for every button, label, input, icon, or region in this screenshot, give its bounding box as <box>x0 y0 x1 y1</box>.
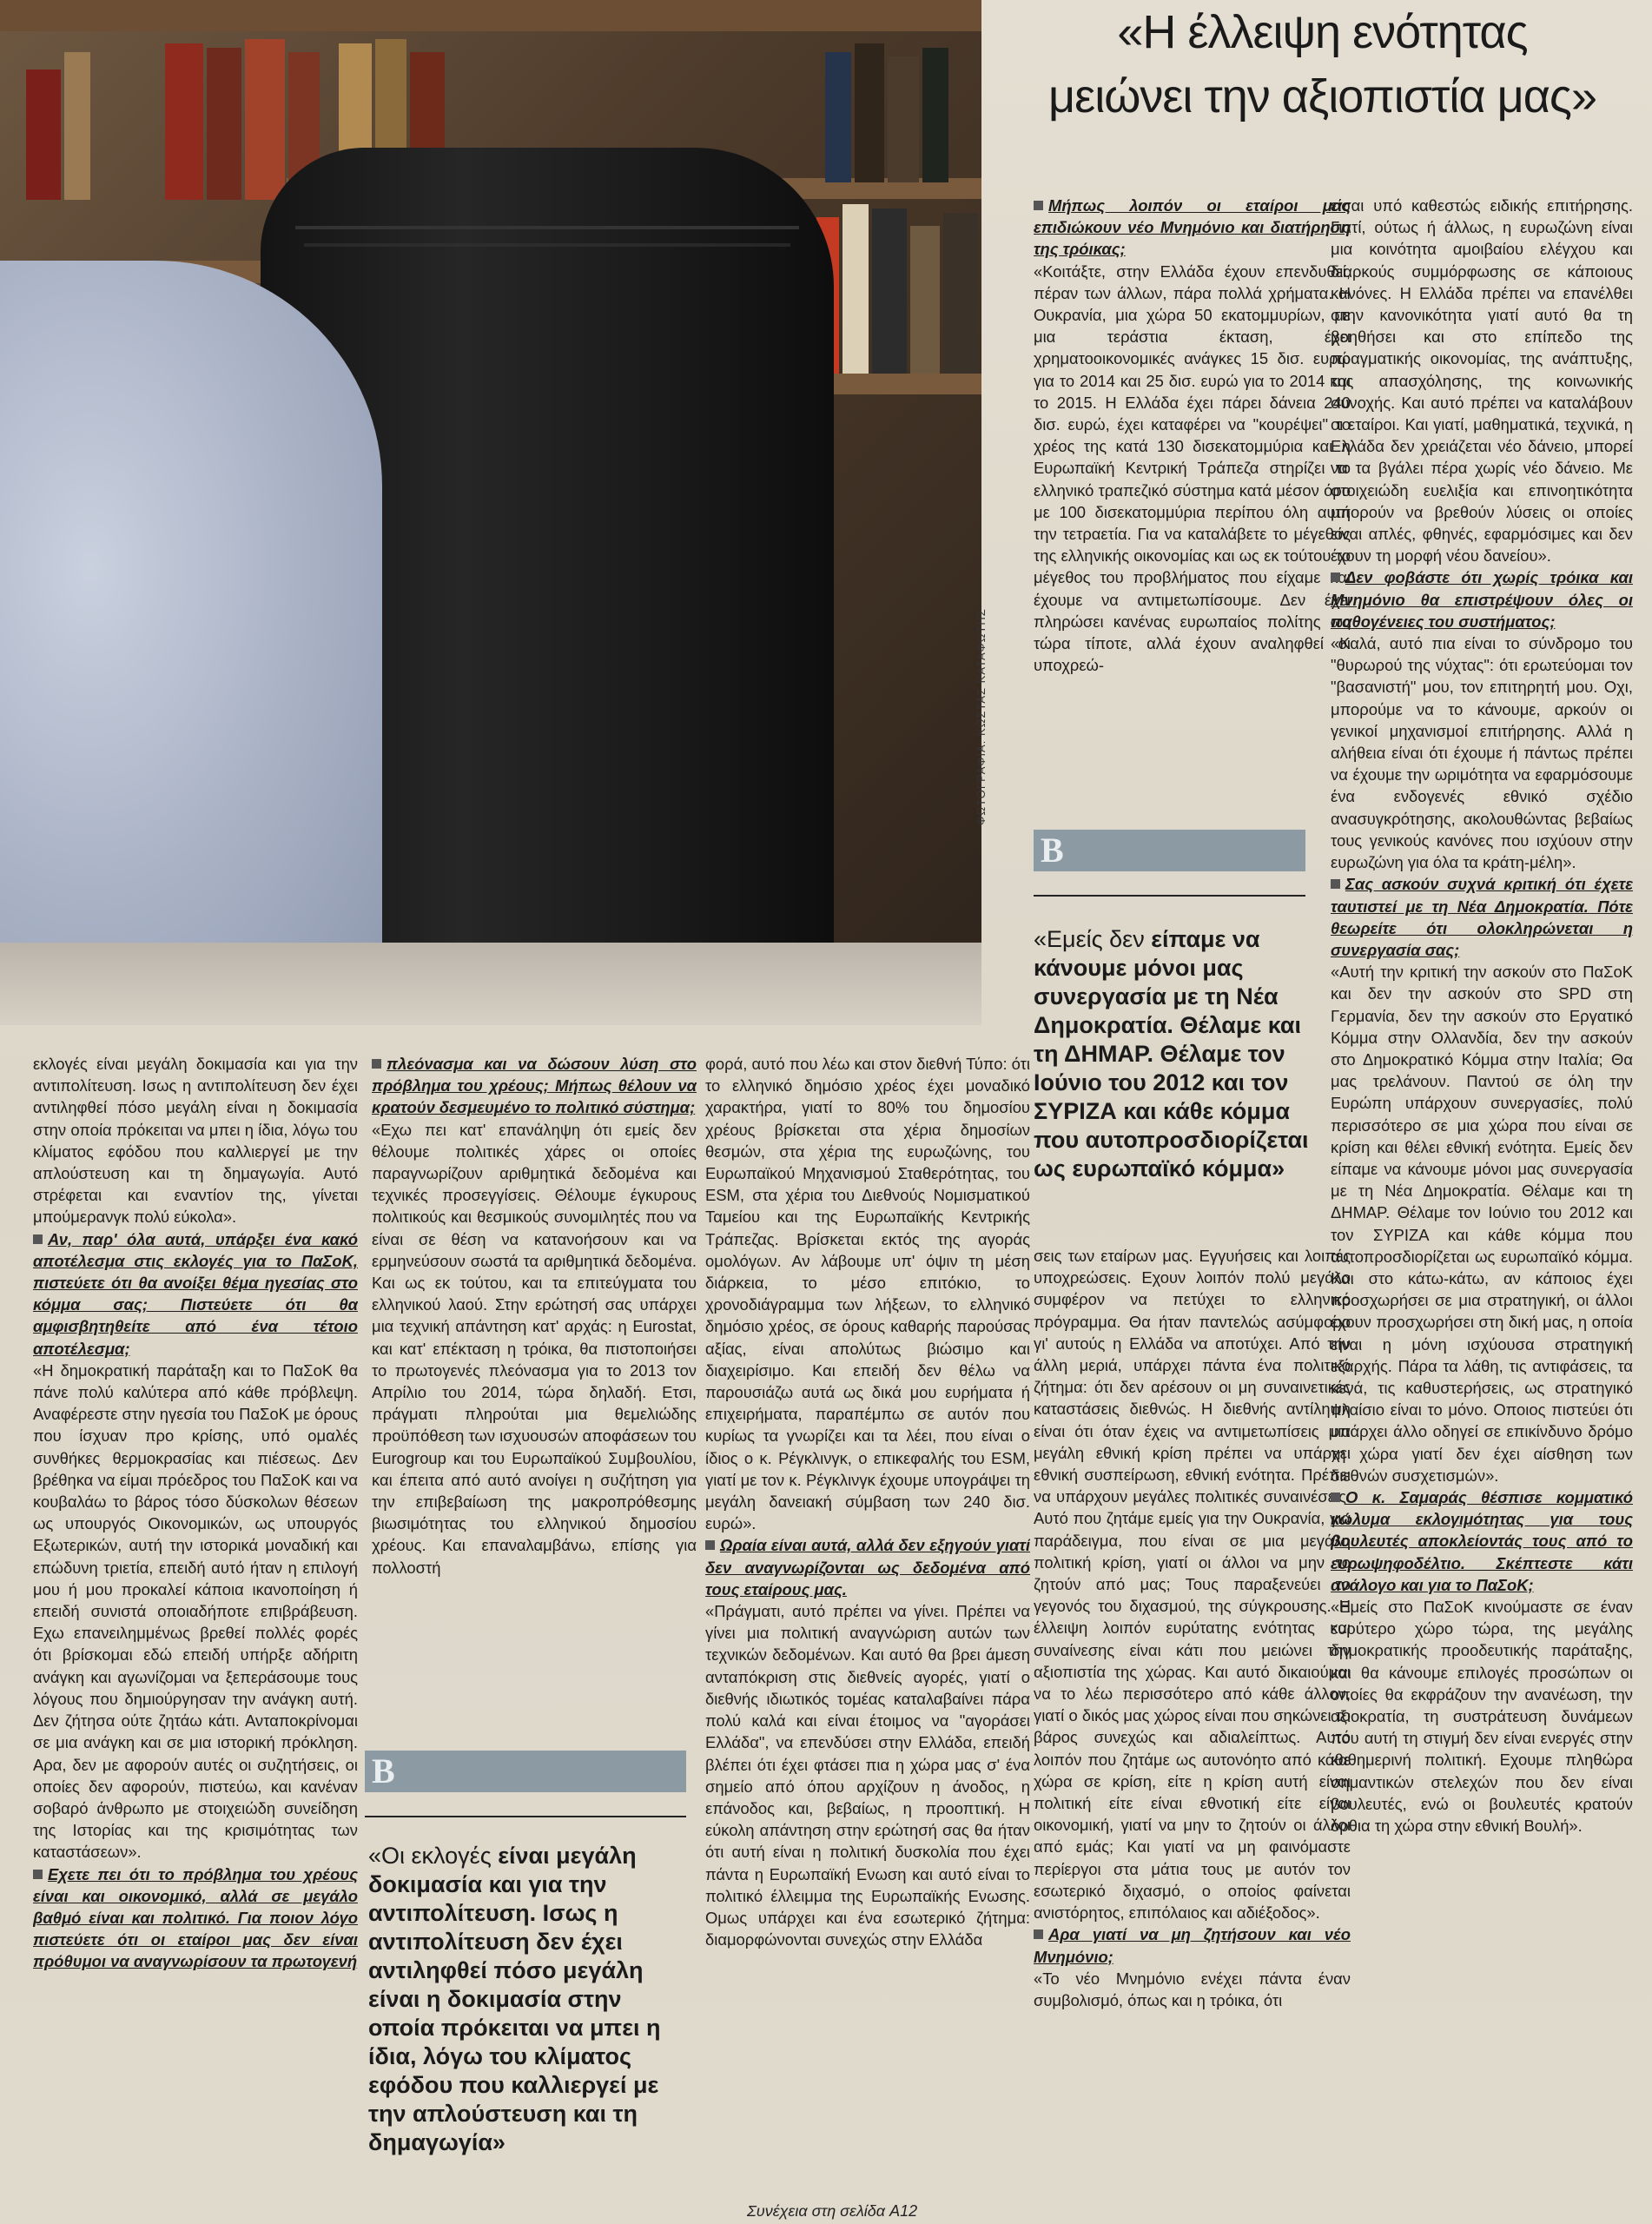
interview-question: πλεόνασμα και να δώσουν λύση στο πρόβλημα του χρέους; Μήπως θέλουν να κρατούν δεσμευμένο το πολιτικό σύστημα; <box>372 1053 697 1119</box>
photo-credit: ΦΩΤΟΓΡΑΦΙΑ: ΚΩΣΤΑΣ ΚΑΤΑΦΩΤΗΣ <box>975 608 988 825</box>
interview-question: Σας ασκούν συχνά κριτική ότι έχετε ταυτιστεί με τη Νέα Δημοκρατία. Πότε θεωρείτε ότι ολοκληρώνεται η συνεργασία σας; <box>1331 873 1633 961</box>
interview-question: Αρα γιατί να μη ζητήσουν και νέο Μνημόνιο; <box>1034 1923 1351 1967</box>
pull-quote-2-rule <box>365 1816 686 1817</box>
interview-answer: «Καλά, αυτό πια είναι το σύνδρομο του "θυρωρού της νύχτας": ότι ερωτεύομαι τον "βασανιστή" μου, τον επιτηρητή μου. Οχι, μπορούμε να το κάνουμε, αρκούν οι γενικοί μηχανισμοί επιτήρησης. Αλλά η αλήθεια είναι ότι έχουμε ή πάντως πρέπει να έχουμε την ωριμότητα να εφαρμόσουμε ένα ενδογενές εθνικό σχέδιο ανασυγκρότησης, ακολουθώντας βεβαίως τους γενικούς κανόνες που ισχύουν στην ευρωζώνη για όλα τα κράτη-μέλη». <box>1331 634 1633 872</box>
interview-question: Ωραία είναι αυτά, αλλά δεν εξηγούν γιατί δεν αναγνωρίζονται ως δεδομένα από τους εταίρους μας. <box>705 1534 1030 1600</box>
text-column-5 <box>1331 195 1633 2224</box>
interview-question: Εχετε πει ότι το πρόβλημα του χρέους είναι και οικονομικό, αλλά σε μεγάλο βαθμό είναι και πολιτικό. Για ποιον λόγο πιστεύετε ότι οι εταίροι μας δεν είναι πρόθυμοι να αναγνωρίσουν τα πρωτογενή <box>33 1863 358 1973</box>
pull-quote-1-rule <box>1034 895 1305 897</box>
interview-question: Αν, παρ' όλα αυτά, υπάρξει ένα κακό αποτέλεσμα στις εκλογές για το ΠαΣοΚ, πιστεύετε ότι θα ανοίξει θέμα ηγεσίας στο κόμμα σας; Πιστεύετε ότι θα αμφισβητηθείτε από ένα τέτοιο αποτέλεσμα; <box>33 1228 358 1360</box>
pull-quote-2-text: είναι μεγάλη δοκιμασία και για την αντιπολίτευση. Ισως η αντιπολίτευση δεν έχει αντιληφθεί πόσο μεγάλη είναι η δοκιμασία στην οποία πρόκειται να μπει η ίδια, λόγω του κλίματος εφόδου που καλλιεργεί με την απλούστευση και τη δημαγωγία» <box>368 1843 661 2155</box>
text-column-4-bottom <box>1034 1245 1351 2224</box>
desk <box>0 943 981 1025</box>
interview-question: Μήπως λοιπόν οι εταίροι μας επιδιώκουν νέο Μνημόνιο και διατήρηση της τρόικας; <box>1034 195 1351 261</box>
headline-line-2: μειώνει την αξιοπιστία μας» <box>1048 70 1596 122</box>
text-column-3 <box>705 1053 1030 2200</box>
interview-answer: «Το νέο Μνημόνιο ενέχει πάντα έναν συμβολισμό, όπως και η τρόικα, ότι <box>1034 1969 1351 2009</box>
pull-quote-1 <box>1034 925 1312 1183</box>
text-column-4-top <box>1034 195 1351 818</box>
interview-answer: «Η δημοκρατική παράταξη και το ΠαΣοΚ θα πάνε πολύ καλύτερα από κάθε πρόβλεψη. Αναφέρεστε στην ηγεσία του ΠαΣοΚ με όρους που ίσχυαν προ κρίσης, υπό ομαλές συνθήκες θερμοκρασίας και πιέσεως. Δεν βρέθηκα να είμαι πρόεδρος του ΠαΣοΚ και να κουβαλάω το βάρος τόσο δύσκολων θέσεων ως υπουργός Οικονομικών, ως υπουργός Εξωτερικών, αυτή την ιστορικά μοναδική και επώδυνη τριετία, επειδή αυτό ήταν η επιλογή μου ή μου προκαλεί κάποια ικανοποίηση ή επειδή συνιστά οποιαδήποτε επιβράβευση. Εχω επανειλημμένως βρεθεί πολλές φορές ότι βρίσκομαι εδώ επειδή υπήρξε αδήριτη ανάγκη και αγωνίζομαι να ξεπεράσουμε τους λόγους που δημιούργησαν την ανάγκη αυτή. Δεν ζήτησα ούτε ζητάω κάτι. Ανταποκρίνομαι σε μια ανάγκη και σε μια ιστορική πρόκληση. Αρα, δεν με αφορούν αυτές οι συζητήσεις, οι οποίες δεν αφορούν, πιστεύω, και κανέναν σοβαρό άνθρωπο με στοιχειώδη συνείδηση της Ιστορίας και της κρισιμότητας των καταστάσεων». <box>33 1360 358 1862</box>
pull-quote-2-badge: B <box>372 1751 395 1790</box>
interview-question: Δεν φοβάστε ότι χωρίς τρόικα και Μνημόνιο θα επιστρέψουν όλες οι παθογένειες του συστήματος; <box>1331 566 1633 632</box>
interviewee-shirt <box>0 261 382 1025</box>
headline-line-1: «Η έλλειψη ενότητας <box>1117 6 1528 58</box>
pull-quote-2-bar <box>365 1751 686 1792</box>
pull-quote-2-lead: «Οι εκλογές <box>368 1843 492 1869</box>
interview-answer: σεις των εταίρων μας. Εγγυήσεις και λοιπές υποχρεώσεις. Εχουν λοιπόν πολύ μεγάλο συμφέρον να πετύχει το ελληνικό πρόγραμμα. Θα ήταν παντελώς ασύμφορο γι' αυτούς η Ελλάδα να αποτύχει. Από την άλλη μεριά, υπάρχει πάντα ένα πολιτικό ζήτημα: ότι δεν αρέσουν οι μη συναινετικές καταστάσεις διεθνώς. Η διεθνής αντίληψη είναι ότι όταν έχεις να αντιμετωπίσεις μια μεγάλη εθνική κρίση πρέπει να υπάρχει εθνική συσπείρωση, εθνική ενότητα. Πρέπει να υπάρχουν μεγάλες πολιτικές συναινέσεις. Αυτό που ζητάμε εμείς για την Ουκρανία, για παράδειγμα, που είναι σε μια μεγάλη πολιτική κρίση, γιατί οι άλλοι να μην το ζητούν από μας; Τους παραξενεύει το γεγονός του διχασμού, της σύγκρουσης. Η έλλειψη λοιπόν ευρύτατης ενότητας και συναίνεσης είναι κάτι που μειώνει την αξιοπιστία της χώρας. Και αυτό δικαιούμαι να το λέω περισσότερο από κάθε άλλον, γιατί ο δικός μας χώρος είναι που σηκώνει το βάρος συνεχώς και αδιαλείπτως. Αυτό λοιπόν που ζητάμε ως αυτονόητο από κάθε χώρα σε κρίση, είτε η κρίση αυτή είναι πολιτική είτε είναι εθνοτική είτε είναι οικονομική, γιατί να μην το ζητούν οι άλλοι από εμάς; Και γιατί να μη φαινόμαστε περίεργοι στα μάτια τους με αυτόν τον εσωτερικό διχασμό, ο οποίος φαίνεται ανιστόρητος, επιπόλαιος και αδιέξοδος». <box>1034 1247 1351 1923</box>
pull-quote-1-badge: B <box>1041 831 1064 870</box>
pull-quote-2 <box>368 1842 691 2157</box>
pull-quote-1-text: είπαμε να κάνουμε μόνοι μας συνεργασία με τη Νέα Δημοκρατία. Θέλαμε και τη ΔΗΜΑΡ. Θέλαμε τον Ιούνιο του 2012 και τον ΣΥΡΙΖΑ και κάθε κόμμα που αυτοπροσδιορίζεται ως ευρωπαϊκό κόμμα» <box>1034 926 1309 1182</box>
interview-answer: «Κοιτάξτε, στην Ελλάδα έχουν επενδυθεί, πέραν των άλλων, πάρα πολλά χρήματα. Η Ουκρανία, μια χώρα 50 εκατομμυρίων, με μια τεράστια έκταση, έχει χρηματοοικονομικές ανάγκες 15 δισ. ευρώ για το 2014 και 25 δισ. ευρώ για το 2014 και το 2015. Η Ελλάδα έχει πάρει δάνεια 240 δισ. ευρώ, έχει καταφέρει να "κουρέψει" το χρέος της κατά 130 δισεκατομμύρια και η Ευρωπαϊκή Κεντρική Τράπεζα στηρίζει το ελληνικό τραπεζικό σύστημα κατά μέσον όρο με 100 δισεκατομμύρια περίπου όλη αυτή την τετραετία. Για να καταλάβετε το μέγεθος της ελληνικής οικονομίας και ως εκ τούτου το μέγεθος του προβλήματος που είχαμε και έχουμε να αντιμετωπίσουμε. Δεν έχει πληρώσει κανένας ευρωπαίος πολίτης ως τώρα τίποτε, αλλά έχουν αναληφθεί οι υποχρεώ- <box>1034 261 1351 675</box>
interview-answer: φορά, αυτό που λέω και στον διεθνή Τύπο: ότι το ελληνικό δημόσιο χρέος έχει μοναδικό χαρακτήρα, γιατί το 80% του δημοσίου χρέους βρίσκεται στα χέρια δημοσίων θεσμών, στα χέρια της ευρωζώνης, του Ευρωπαϊκού Μηχανισμού Σταθερότητας, του ESM, στα χέρια του Διεθνούς Νομισματικού Ταμείου και της Ευρωπαϊκής Κεντρικής Τράπεζας. Βρίσκεται εκτός της αγοράς ομολόγων. Αν λάβουμε υπ' όψιν τη μέση διάρκεια, το μέσο επιτόκιο, το χρονοδιάγραμμα των λήξεων, το ελληνικό δημόσιο χρέος, σε όρους καθαρής παρούσας αξίας, είναι απολύτως βιώσιμο και διαχειρίσιμο. Και επειδή δεν θέλω να παρουσιάζω αυτά ως δικά μου ευρήματα ή επιχειρήματα, παραπέμπω σε αυτόν που κυρίως τα γνωρίζει και τα λέει, που είναι ο ίδιος ο κ. Ρέγκλινγκ, ο επικεφαλής του ESM, γιατί με τον κ. Ρέγκλινγκ έχουμε υπογράψει τη μεγάλη δανειακή σύμβαση των 240 δισ. ευρώ». <box>705 1055 1030 1533</box>
interview-answer: «Εμείς στο ΠαΣοΚ κινούμαστε σε έναν ευρύτερο χώρο τώρα, της μεγάλης δημοκρατικής προοδευτικής παράταξης, και θα κάνουμε επιλογές προσώπων οι οποίες θα εκφράζουν την ανανέωση, την αξιοκρατία, τη συστράτευση δυνάμεων που αυτή τη στιγμή δεν είναι ενεργές στην καθημερινή πολιτική. Εχουμε πληθώρα σημαντικών στελεχών που δεν είναι βουλευτές, ενώ οι βουλευτές κρατούν όρθια τη χώρα στην εθνική Βουλή». <box>1331 1598 1633 1836</box>
article-headline <box>999 0 1646 129</box>
pull-quote-1-bar <box>1034 830 1305 871</box>
interview-answer: εκλογές είναι μεγάλη δοκιμασία και για την αντιπολίτευση. Ισως η αντιπολίτευση δεν έχει αντιληφθεί πόσο μεγάλη είναι η δοκιμασία στην οποία πρόκειται να μπει η ίδια, λόγω του κλίματος εφόδου που καλλιεργεί με την απλούστευση και τη δημαγωγία. Αυτό στρέφεται και εναντίον της, γίνεται μπούμερανγκ πολύ εύκολα». <box>33 1055 358 1227</box>
interview-photo <box>0 0 981 1025</box>
interview-answer: «Εχω πει κατ' επανάληψη ότι εμείς δεν θέλουμε πολιτικές χάρες οι οποίες παραγνωρίζουν αριθμητικά δεδομένα και τεχνικές προσεγγίσεις. Θέλουμε έγκυρους πολιτικούς και θεσμικούς συνομιλητές που να είναι σε θέση να κατανοήσουν και να ερμηνεύσουν σωστά τα αριθμητικά δεδομένα. Και ως εκ τούτου, και τα επιτεύγματα του ελληνικού λαού. Στην ερώτησή σας υπάρχει μια τεχνική απάντηση κατ' αρχάς: η Eurostat, και κατ' επέκταση η τρόικα, θα πιστοποιήσει το πρωτογενές πλεόνασμα για το 2013 τον Απρίλιο του 2014, τώρα δηλαδή. Ετσι, πράγματι πληρούται μια θεμελιώδης προϋπόθεση των ισχυουσών αποφάσεων του Eurogroup και του Ευρωπαϊκού Συμβουλίου, και έπειτα από αυτό ανοίγει η συζήτηση για την επιβεβαίωση της μακροπρόθεσμης βιωσιμότητας του ελληνικού δημοσίου χρέους. Και επαναλαμβάνω, επίσης για πολλοστή <box>372 1120 697 1577</box>
text-column-1 <box>33 1053 358 2224</box>
interview-answer: είσαι υπό καθεστώς ειδικής επιτήρησης. Γιατί, ούτως ή άλλως, η ευρωζώνη είναι μια κοινότητα αμοιβαίου ελέγχου και διαρκούς συμμόρφωσης σε κάποιους κανόνες. Η Ελλάδα πρέπει να επανέλθει στην κανονικότητα γιατί αυτό θα τη βοηθήσει και στο επίπεδο της πραγματικής οικονομίας, της ανάπτυξης, της απασχόλησης, της κοινωνικής συνοχής. Και αυτό πρέπει να καταλάβουν οι εταίροι. Και γιατί, μαθηματικά, τεχνικά, η Ελλάδα δεν χρειάζεται νέο δάνειο, μπορεί να τα βγάλει πέρα χωρίς νέο δάνειο. Με στοιχειώδη ευελιξία και επινοητικότητα μπορούν να βρεθούν λύσεις οι οποίες είναι απλές, φθηνές, εφαρμόσιμες και δεν έχουν τη μορφή νέου δανείου». <box>1331 196 1633 566</box>
pull-quote-1-lead: «Εμείς δεν <box>1034 926 1145 952</box>
interview-answer: «Αυτή την κριτική την ασκούν στο ΠαΣοΚ και δεν την ασκούν στο SPD στη Γερμανία, δεν την ασκούν στο Εργατικό Κόμμα στην Ολλανδία, δεν την ασκούν στο Δημοκρατικό Κόμμα στην Ιταλία; Θα μας τρελάνουν. Παντού σε όλη την Ευρώπη υπάρχουν συνεργασίες, πολύ περισσότερο σε μια χώρα που είναι σε κρίση και θέλει εθνική ενότητα. Εμείς δεν είπαμε να κάνουμε μόνοι μας συνεργασία με τη Νέα Δημοκρατία. Θέλαμε και τη ΔΗΜΑΡ. Θέλαμε τον Ιούνιο του 2012 και τον ΣΥΡΙΖΑ και κάθε κόμμα που αυτοπροσδιορίζεται ως ευρωπαϊκό κόμμα. Και στο κάτω-κάτω, αν κάποιος έχει προσχωρήσει σε μια στρατηγική, οι άλλοι έχουν προσχωρήσει στη δική μας, η οποία είναι η μόνη ισχύουσα στρατηγική εξαρχής. Πάρα τα λάθη, τις αντιφάσεις, τα κενά, τις καθυστερήσεις, ως στρατηγικό πλαίσιο είναι το μόνο. Οποιος πιστεύει ότι υπάρχει άλλο οδηγεί σε επικίνδυνο δρόμο τη χώρα γιατί δεν έχει αίσθηση των διεθνών συσχετισμών». <box>1331 963 1633 1485</box>
interview-answer: «Πράγματι, αυτό πρέπει να γίνει. Πρέπει να γίνει μια πολιτική αναγνώριση αυτών των τεχνικών δεδομένων. Και αυτό θα βρει άμεση ανταπόκριση στις διεθνείς αγορές, γιατί ο διεθνής ιδιωτικός τομέας καταλαβαίνει πάρα πολύ καλά και είναι έτοιμος να "αγοράσει Ελλάδα", να επενδύσει στην Ελλάδα, επειδή βλέπει ότι έχει φτάσει πια η χώρα μας σ' ένα σημείο από όπου αρχίζουν η άνοδος, η επάνοδος και, βεβαίως, η προοπτική. Η εύκολη απάντηση στην ερώτησή σας θα ήταν ότι αυτή είναι η πολιτική δυσκολία που έχει πάντα η Ευρωπαϊκή Ενωση και αυτό είναι το πολιτικό έλλειμμα της Ευρωπαϊκής Ενωσης. Ομως υπάρχει και ένα εσωτερικό ζήτημα: διαμορφώνονται συνεχώς στην Ελλάδα <box>705 1602 1030 1949</box>
text-column-2 <box>372 1053 697 1731</box>
interview-question: Ο κ. Σαμαράς θέσπισε κομματικό κώλυμα εκλογιμότητας για τους βουλευτές αποκλείοντάς τους από το ευρωψηφοδέλτιο. Σκέπτεστε κάτι ανάλογο και για το ΠαΣοΚ; <box>1331 1486 1633 1596</box>
continued-on-page-note: Συνέχεια στη σελίδα A12 <box>747 2202 918 2220</box>
